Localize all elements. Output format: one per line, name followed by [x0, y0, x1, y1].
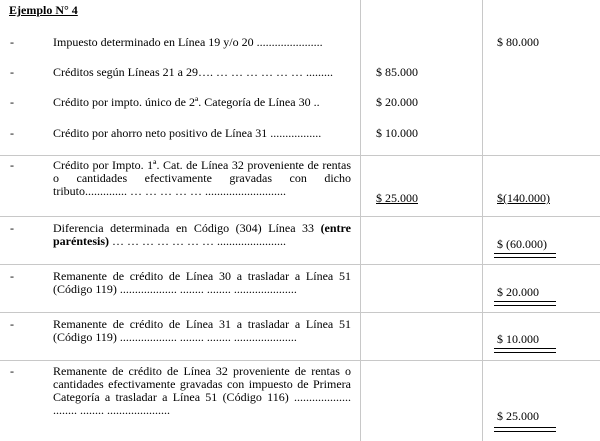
row-description-text: Diferencia determinada en Código (304) Línea 33	[53, 221, 321, 235]
row-amount-partial: $ 85.000	[376, 65, 418, 79]
row-description: Remanente de crédito de Línea 32 proveniente de rentas o cantidades efectivamente gravadas con impuesto de Primera Categoría a trasladar a Línea 51 (Código 116) ................... ........ ........ .....................	[53, 364, 351, 417]
row-divider	[0, 155, 600, 156]
row-description: Remanente de crédito de Línea 31 a trasladar a Línea 51 (Código 119) ................... ........ ........ .....................	[53, 317, 351, 344]
row-divider	[0, 216, 600, 217]
row-amount-total: $ 80.000	[497, 35, 539, 49]
row-description	[53, 222, 351, 248]
row-bullet: -	[10, 158, 14, 172]
row-divider	[0, 312, 600, 313]
row-description: Crédito por ahorro neto positivo de Línea 31 .................	[53, 126, 322, 140]
double-underline	[494, 301, 556, 306]
double-underline	[494, 348, 556, 353]
row-bullet: -	[10, 65, 14, 79]
row-amount-partial: $ 25.000	[376, 191, 418, 205]
row-description-emphasis: (entre paréntesis)	[53, 221, 351, 248]
row-bullet: -	[10, 95, 14, 109]
row-amount-partial: $ 20.000	[376, 95, 418, 109]
row-amount-total: $(140.000)	[497, 191, 550, 205]
column-divider	[482, 0, 483, 441]
row-amount-total: $ 25.000	[497, 409, 539, 423]
row-amount-total: $ 20.000	[497, 285, 539, 299]
row-description: Crédito por impto. único de 2ª. Categoría de Línea 30 ..	[53, 95, 320, 109]
column-divider	[360, 0, 361, 441]
row-divider	[0, 360, 600, 361]
row-description: Crédito por Impto. 1ª. Cat. de Línea 32 proveniente de rentas o cantidades efectivamente gravadas con dicho tributo.............. … … … … … ...........................	[53, 158, 351, 198]
row-amount-partial: $ 10.000	[376, 126, 418, 140]
row-description-leader: … … … … … … … .......................	[109, 234, 286, 248]
row-bullet: -	[10, 364, 14, 378]
example-title: Ejemplo N° 4	[9, 3, 78, 17]
row-description: Impuesto determinado en Línea 19 y/o 20 ......................	[53, 35, 323, 49]
row-amount-total: $ (60.000)	[497, 237, 547, 251]
row-bullet: -	[10, 269, 14, 283]
row-bullet: -	[10, 35, 14, 49]
double-underline	[494, 253, 556, 258]
row-bullet: -	[10, 317, 14, 331]
row-amount-total: $ 10.000	[497, 332, 539, 346]
row-bullet: -	[10, 221, 14, 235]
row-bullet: -	[10, 126, 14, 140]
row-description: Remanente de crédito de Línea 30 a trasladar a Línea 51 (Código 119) ................... ........ ........ .....................	[53, 269, 351, 296]
double-underline	[494, 427, 556, 432]
row-divider	[0, 264, 600, 265]
row-description: Créditos según Líneas 21 a 29…. … … … … … … .........	[53, 65, 333, 79]
